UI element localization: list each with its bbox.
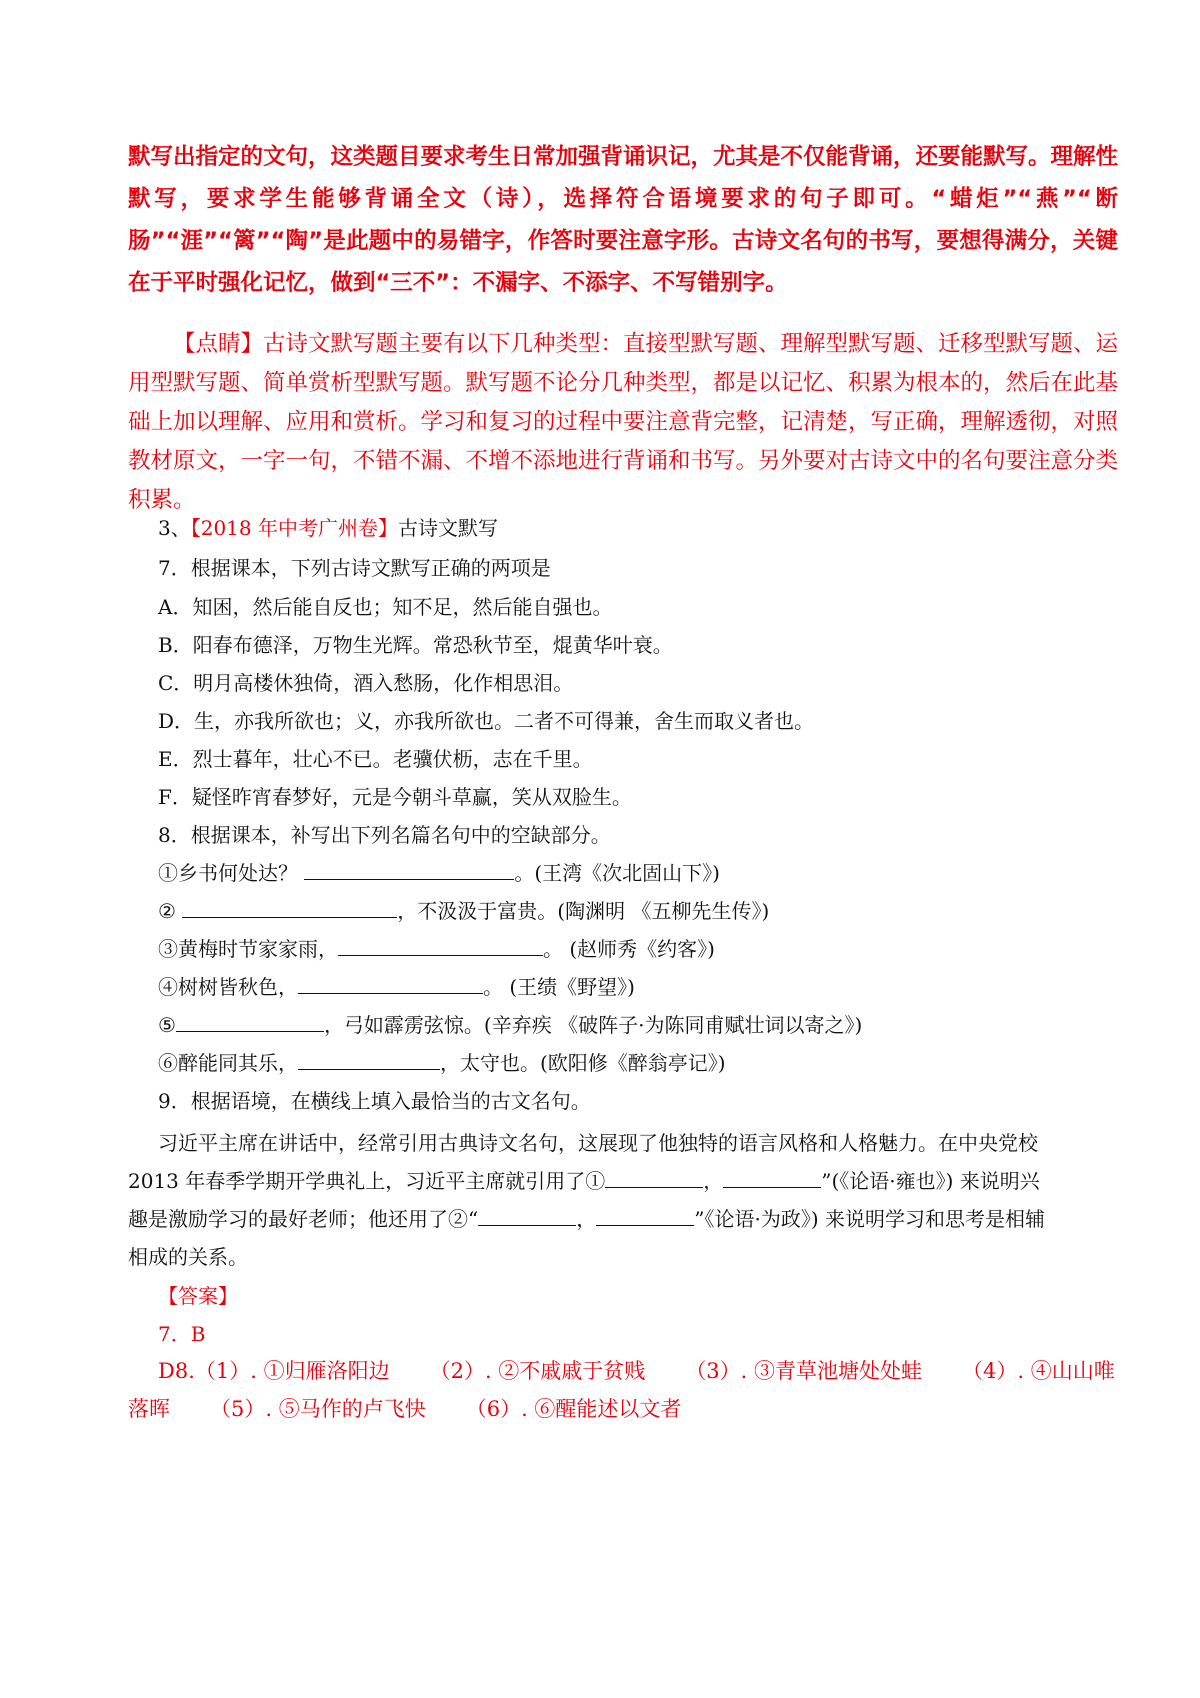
analysis-paragraph (128, 136, 1118, 304)
q8-item-1 (158, 857, 720, 886)
q7-option-c: C．明月高楼休独倚，酒入愁肠，化作相思泪。 (158, 671, 574, 695)
answer-8-part-4-cont: 落晖 (128, 1397, 170, 1421)
q8-item-2 (158, 895, 769, 924)
q8-item-2-pre: ② (158, 899, 183, 923)
answer-blank[interactable] (176, 1013, 324, 1032)
answer-8-part-4: （4）. ④山山唯 (962, 1359, 1115, 1383)
q8-item-5-post: ，弓如霹雳弦惊。(辛弃疾 《破阵子·为陈同甫赋壮词以寄之》) (323, 1013, 863, 1037)
answer-8-part-2: （2）. ②不戚戚于贫贱 (429, 1359, 646, 1383)
q8-item-5 (158, 1009, 862, 1038)
q8-item-6-pre: ⑥醉能同其乐， (158, 1051, 298, 1075)
q7-option-d: D．生，亦我所欲也；义，亦我所欲也。二者不可得兼，舍生而取义者也。 (158, 709, 815, 733)
answer-7: 7．B (158, 1322, 206, 1346)
q9-l3-comma: ， (576, 1207, 597, 1231)
answer-8-part-1: D8.（1）. ①归雁洛阳边 (158, 1359, 390, 1383)
q8-stem: 8．根据课本，补写出下列名篇名句中的空缺部分。 (158, 823, 611, 847)
q8-item-5-pre: ⑤ (158, 1013, 176, 1037)
answer-8-part-5: （5）. ⑤马作的卢飞快 (210, 1397, 426, 1421)
q9-l2-post: ”(《论语·雍也》) 来说明兴 (821, 1169, 1040, 1193)
q7-option-f: F．疑怪昨宵春梦好，元是今朝斗草赢，笑从双脸生。 (158, 785, 632, 809)
section-source: 【2018 年中考广州卷】 (190, 516, 398, 540)
dianjing-paragraph (128, 325, 1118, 520)
answer-blank[interactable] (596, 1207, 694, 1226)
q8-item-3 (158, 933, 715, 962)
q8-item-1-post: 。(王湾《次北固山下》) (514, 861, 720, 885)
answer-blank[interactable] (182, 899, 397, 918)
q8-item-4 (158, 971, 635, 1000)
section-3-heading (158, 512, 498, 541)
answer-label: 【答案】 (158, 1284, 238, 1308)
section-topic: 古诗文默写 (398, 516, 498, 540)
answer-8-line-2 (128, 1393, 681, 1423)
answer-blank[interactable] (338, 937, 543, 956)
answer-8-line-1 (158, 1355, 1115, 1385)
q9-passage-line-4: 相成的关系。 (128, 1245, 248, 1269)
answer-blank[interactable] (478, 1207, 576, 1226)
answer-blank[interactable] (298, 1051, 440, 1070)
dianjing-text: 【点睛】古诗文默写题主要有以下几种类型：直接型默写题、理解型默写题、迁移型默写题、运用型默写题、简单赏析型默写题。默写题不论分几种类型，都是以记忆、积累为根本的，然后在此基础上加以理解、应用和赏析。学习和复习的过程中要注意背完整，记清楚，写正确，理解透彻，对照教材原文，一字一句，不错不漏、不增不添地进行背诵和书写。另外要对古诗文中的名句要注意分类积累。 (128, 331, 1119, 513)
q9-stem: 9．根据语境，在横线上填入最恰当的古文名句。 (158, 1089, 591, 1113)
analysis-text: 默写出指定的文句，这类题目要求考生日常加强背诵识记，尤其是不仅能背诵，还要能默写。理解性默写，要求学生能够背诵全文（诗），选择符合语境要求的句子即可。“蜡炬”“燕”“断肠”“涯”“篱”“陶”是此题中的易错字，作答时要注意字形。古诗文名句的书写，要想得满分，关键在于平时强化记忆，做到“三不”：不漏字、不添字、不写错别字。 (128, 144, 1119, 296)
q9-l3-pre: 趣是激励学习的最好老师；他还用了②“ (128, 1207, 479, 1231)
answer-blank[interactable] (605, 1169, 703, 1188)
q8-item-6-post: ，太守也。(欧阳修《醉翁亭记》) (440, 1051, 726, 1075)
answer-blank[interactable] (304, 861, 514, 880)
q8-item-3-post: 。 (赵师秀《约客》) (543, 937, 715, 961)
q8-item-3-pre: ③黄梅时节家家雨， (158, 937, 338, 961)
q7-option-a: A．知困，然后能自反也；知不足，然后能自强也。 (158, 595, 613, 619)
q7-option-e: E．烈士暮年，壮心不已。老骥伏枥，志在千里。 (158, 747, 593, 771)
q8-item-4-post: 。 (王绩《野望》) (483, 975, 635, 999)
q8-item-6 (158, 1047, 726, 1076)
answer-blank[interactable] (298, 975, 483, 994)
q9-l2-pre: 2013 年春季学期开学典礼上，习近平主席就引用了① (128, 1169, 606, 1193)
q9-l2-comma: ， (703, 1169, 724, 1193)
q9-l3-post: ”《论语·为政》) 来说明学习和思考是相辅 (694, 1207, 1045, 1231)
q9-passage-line-2 (128, 1165, 1040, 1194)
q7-stem: 7．根据课本，下列古诗文默写正确的两项是 (158, 556, 551, 580)
q8-item-4-pre: ④树树皆秋色， (158, 975, 298, 999)
q9-passage-line-3 (128, 1203, 1045, 1232)
q8-item-1-pre: ①乡书何处达？ (158, 861, 305, 885)
q9-passage-line-1: 习近平主席在讲话中，经常引用古典诗文名句，这展现了他独特的语言风格和人格魅力。在中央党校 (158, 1131, 1038, 1155)
answer-8-part-3: （3）. ③青草池塘处处蛙 (685, 1359, 923, 1383)
q7-option-b: B．阳春布德泽，万物生光辉。常恐秋节至，焜黄华叶衰。 (158, 633, 673, 657)
answer-8-part-6: （6）. ⑥醒能述以文者 (465, 1397, 682, 1421)
q8-item-2-post: ，不汲汲于富贵。(陶渊明 《五柳先生传》) (397, 899, 770, 923)
section-number: 3、 (158, 516, 191, 540)
answer-blank[interactable] (723, 1169, 821, 1188)
